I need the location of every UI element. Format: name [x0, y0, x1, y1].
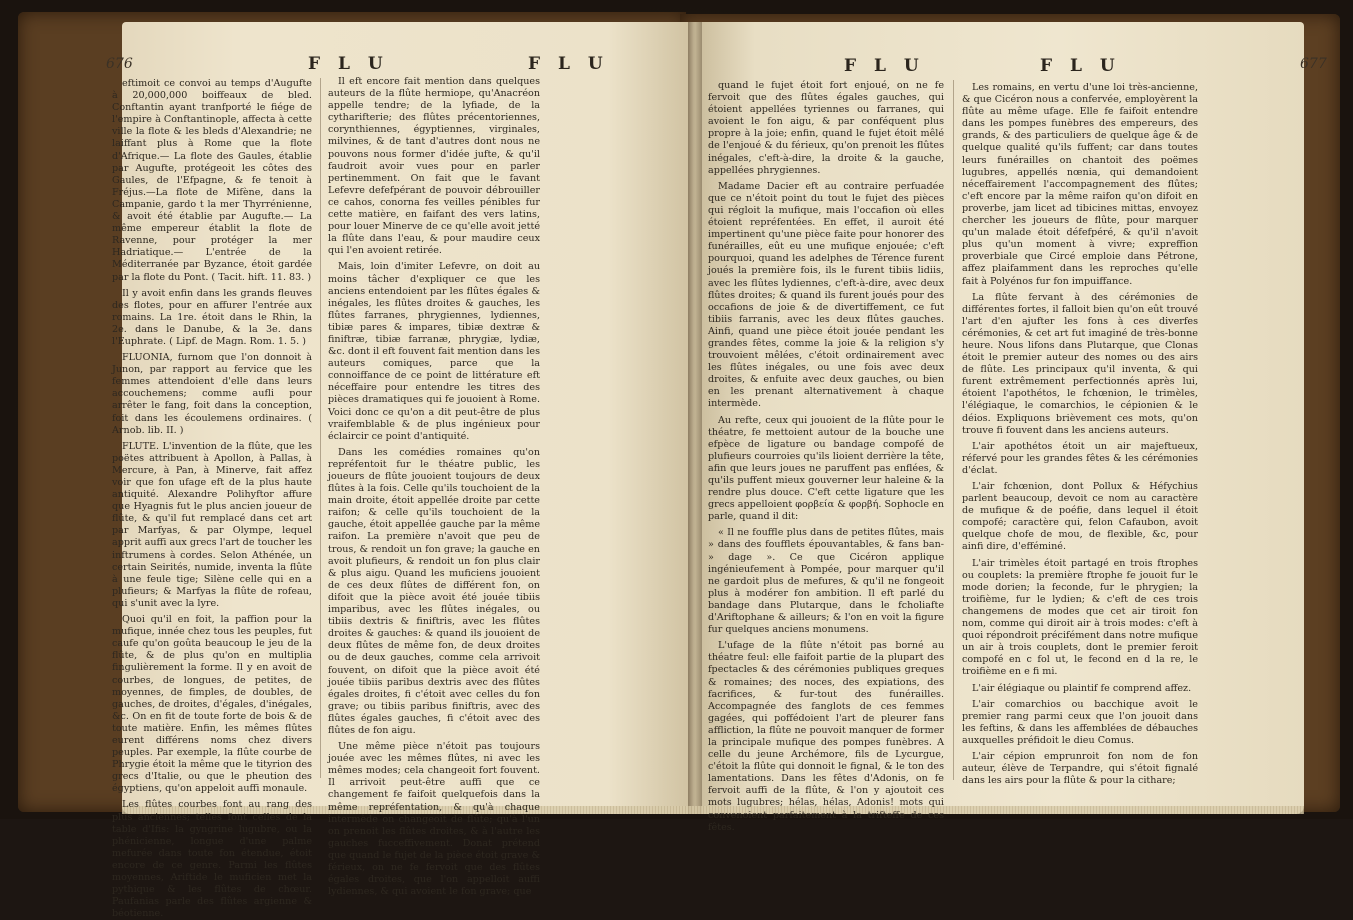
- paragraph: Quoi qu'il en foit, la paffion pour la mufique, innée chez tous les peuples, fut caufe qu'on goûta beaucoup le jeu de la flûte, & de plus qu'on en multiplia fingulièrement la forme. Il y en avoit de courbes, de longues, de petites, de moyennes, de fimples, de doubles, de gauches, de droites, d'égales, d'inégales, &c. On en fit de toute forte de bois & de toute matière. Enfin, les mêmes flûtes eurent différens noms chez divers peuples. Par exemple, la flûte courbe de Phrygie étoit la même que le tityrion des grecs d'Italie, ou que le pheution des égyptiens, qu'on appeloit auffi monaule.: [112, 614, 312, 795]
- left-running-head-2: F L U: [528, 54, 609, 74]
- paragraph: L'ufage de la flûte n'étoit pas borné au théatre feul: elle faifoit partie de la plupart des fpectacles & des cérémonies publiques greques & romaines; des noces, des expiations, des facrifices, & fur-tout des funérailles. Accompagnée des fanglots de ces femmes gagées, qui poffédoient l'art de pleurer fans affliction, la flûte ne pouvoit manquer de former la principale mufique des pompes funèbres. A celle du jeune Archémore, fils de Lycurgue, c'étoit la flûte qui donnoit le fignal, & le ton des lamentations. Dans les fêtes d'Adonis, on fe fervoit auffi de la flûte, & l'on y ajoutoit ces mots lugubres; hélas, hélas, Adonis! mots qui convenoient parfaitement à la trifteffe de ces fêtes.: [708, 640, 944, 833]
- paragraph: Une même pièce n'étoit pas toujours jouée avec les mêmes flûtes, ni avec les mêmes modes; cela changeoit fort fouvent. Il arrivoit peut-être auffi que ce changement fe faifoit quelquefois dans la même repréfentation, & qu'à chaque intermède on changeoit de flûte; qu'à l'un on prenoit les flûtes droites, & à l'autre les gauches fucceffivement. Donat prétend que quand le fujet de la pièce étoit grave & férieux, on ne fe fervoit que des flûtes égales droites, que l'on appelloit auffi lydiennes, & qui avoient le fon grave; que: [328, 741, 540, 898]
- left-page-number: 676: [106, 56, 133, 72]
- paragraph: Au refte, ceux qui jouoient de la flûte pour le théatre, fe mettoient autour de la bouche une efpèce de ligature ou bandage compofé de plufieurs courroies qu'ils lioient derrière la tête, afin que leurs joues ne paruffent pas enflées, & qu'ils puffent mieux gouverner leur haleine & la rendre plus douce. C'eft cette ligature que les grecs appelloient φορβεία & φορβή. Sophocle en parle, quand il dit:: [708, 414, 944, 523]
- book-gutter: [688, 22, 702, 814]
- paragraph: Dans les comédies romaines qu'on repréfentoit fur le théatre public, les joueurs de flûte jouoient toujours de deux flûtes à la fois. Celle qu'ils touchoient de la main droite, étoit appellée droite par cette raifon; & celle qu'ils touchoient de la gauche, étoit appellée gauche par la même raifon. La première n'avoit que peu de trous, & rendoit un fon grave; la gauche en avoit plufieurs, & rendoit un fon plus clair & plus aigu. Quand les muficiens jouoient de ces deux flûtes de différent fon, on difoit que la pièce avoit été jouée tibiis imparibus, avec les flûtes inégales, ou tibiis dextris & finiftris, avec les flûtes droites & gauches: & quand ils jouoient de deux flûtes de même fon, de deux droites ou de deux gauches, comme cela arrivoit fouvent, on difoit que la pièce avoit été jouée tibiis paribus dextris avec des flûtes égales droites, fi c'étoit avec celles du fon grave; ou tibiis paribus finiftris, avec des flûtes égales gauches, fi c'étoit avec des flûtes de fon aigu.: [328, 446, 540, 736]
- paragraph: Madame Dacier eft au contraire perfuadée que ce n'étoit point du tout le fujet des pièces qui régloit la mufique, mais l'occafion où elles étoient repréfentées. En effet, il auroit été impertinent qu'une pièce faite pour honorer des funérailles, eût eu une mufique enjouée; c'eft pourquoi, quand les adelphes de Térence furent joués la première fois, ils le furent tibiis lidiis, avec les flûtes lydiennes, c'eft-à-dire, avec deux flûtes droites; & quand ils furent joués pour des occafions de joie & de divertiffement, ce fut tibiis farranis, avec les deux flûtes gauches. Ainfi, quand une pièce étoit jouée pendant les grandes fêtes, comme la joie & la religion s'y trouvoient mêlées, c'étoit ordinairement avec les flûtes inégales, ou une fois avec deux droites, & enfuite avec deux gauches, ou bien en les prenant alternativement à chaque intermède.: [708, 180, 944, 410]
- paragraph: La flûte fervant à des cérémonies de différentes fortes, il falloit bien qu'on eût trouvé l'art d'en ajufter les fons à ces diverfes cérémonies, & cet art fut imaginé de très-bonne heure. Nous lifons dans Plutarque, que Clonas étoit le premier auteur des nomes ou des airs de flûte. Les principaux qu'il inventa, & qui furent extrêmement perfectionnés après lui, étoient l'apothétos, le fchœnion, le trimèles, l'élégiaque, le comarchios, le cépionien & le déios. Expliquons brièvement ces mots, qu'on trouve fi fouvent dans les anciens auteurs.: [962, 291, 1198, 436]
- paragraph: FLUTE. L'invention de la flûte, que les poëtes attribuent à Apollon, à Pallas, à Mercure, à Pan, à Minerve, fait affez voir que fon ufage eft de la plus haute antiquité. Alexandre Polihyftor affure que Hyagnis fut le plus ancien joueur de flûte, & qu'il fut remplacé dans cet art par Marfyas, & par Olympe, lequel apprit auffi aux grecs l'art de toucher les inftrumens à cordes. Selon Athénée, un certain Seirités, numide, inventa la flûte à une feule tige; Silène celle qui en a plufieurs; & Marfyas la flûte de rofeau, qui s'unit avec la lyre.: [112, 440, 312, 609]
- right-running-head-2: F L U: [1040, 56, 1121, 76]
- left-column-rule: [320, 78, 321, 778]
- left-page-column-1: [112, 78, 312, 920]
- paragraph: eftimoit ce convoi au temps d'Augufte à 20,000,000 boiffeaux de bled. Conftantin ayant tranfporté le fiége de l'empire à Conftantinople, affecta à cette ville la flote & les bleds d'Alexandrie; ne laiffant plus à Rome que la flote d'Afrique.— La flote des Gaules, établie par Augufte, protégeoit les côtes des Gaules, de l'Efpagne, & fe tenoit à Fréjus.—La flote de Mifène, dans la Campanie, gardo t la mer Thyrrénienne, & avoit été établie par Augufte.— La même empereur établit la flote de Ravenne, pour protéger la mer Hadriatique.— L'entrée de la Méditerranée par Byzance, étoit gardée par la flote du Pont. ( Tacit. hift. 11. 83. ): [112, 78, 312, 283]
- paragraph: L'air apothétos étoit un air majeftueux, réfervé pour les grandes fêtes & les cérémonies d'éclat.: [962, 440, 1198, 476]
- paragraph: L'air fchœnion, dont Pollux & Héfychius parlent beaucoup, devoit ce nom au caractère de mufique & de poéfie, dans lequel il étoit compofé; caractère qui, felon Cafaubon, avoit quelque chofe de mou, de flexible, &c, pour ainfi dire, d'efféminé.: [962, 481, 1198, 553]
- paragraph: Mais, loin d'imiter Lefevre, on doit au moins tâcher d'expliquer ce que les anciens entendoient par les flûtes égales & inégales, les flûtes droites & gauches, les flûtes farranes, phrygiennes, lydiennes, tibiæ pares & impares, tibiæ dextræ & finiftræ, tibiæ farranæ, phrygiæ, lydiæ, &c. dont il eft fouvent fait mention dans les auteurs comiques, parce que la connoiffance de ce point de littérature eft néceffaire pour entendre les titres des pièces dramatiques qui fe jouoient à Rome. Voici donc ce qu'on a dit peut-être de plus vraifemblable & de plus ingénieux pour éclaircir ce point d'antiquité.: [328, 261, 540, 442]
- right-page-column-1: [708, 80, 944, 833]
- paragraph: Les flûtes courbes font au rang des plus anciennes; telles font celles de la table d'Ifis: la gyngrine lugubre, ou la phénicienne, longue d'une palme mefurée dans toute fon étendue, étoit encore de ce genre. Parmi les flûtes moyennes, Ariftide le muficien met la pythique & les flûtes de chœur. Paufanias parle des flûtes argienne & béotienne.: [112, 799, 312, 920]
- left-page-column-2: [328, 76, 540, 898]
- paragraph: L'air comarchios ou bacchique avoit le premier rang parmi ceux que l'on jouoit dans les feftins, & dans les affemblées de débauches auxquelles préfidoit le dieu Comus.: [962, 698, 1198, 746]
- paragraph: L'air élégiaque ou plaintif fe comprend affez.: [972, 682, 1192, 694]
- paragraph: L'air cépion emprunroit fon nom de fon auteur, élève de Terpandre, qui s'étoit fignalé dans les airs pour la flûte & pour la cithare;: [962, 750, 1198, 787]
- right-page-number: 677: [1300, 56, 1327, 72]
- right-page-column-2: [962, 82, 1198, 787]
- left-running-head-1: F L U: [308, 54, 389, 74]
- paragraph: Il eft encore fait mention dans quelques auteurs de la flûte hermiope, qu'Anacréon appelle tendre; de la lyfiade, de la cytharifterie; des flûtes précentoriennes, corynthiennes, égyptiennes, virginales, milvines, & de tant d'autres dont nous ne pouvons nous former d'idée jufte, & qu'il faudroit avoir vues pour en parler pertinemment. On fait que le favant Lefevre defefpérant de pouvoir débrouiller ce cahos, conorna fes veilles pénibles fur cette matière, en faifant des vers latins, pour louer Minerve de ce qu'elle avoit jetté la flûte dans l'eau, & pour maudire ceux qui l'en avoient retirée.: [328, 76, 540, 257]
- paragraph: Les romains, en vertu d'une loi très-ancienne, & que Cicéron nous a confervée, employèrent la flûte au même ufage. Elle fe faifoit entendre dans les pompes funèbres des empereurs, des grands, & des particuliers de quelque âge & de quelque qualité qu'ils fuffent; car dans toutes leurs funérailles on chantoit des poëmes lugubres, appellés nœnia, qui demandoient néceffairement l'accompagnement des flûtes; c'eft encore par la même raifon qu'on difoit en proverbe, jam licet ad tibicines mittas, envoyez chercher les joueurs de flûte, pour marquer qu'un malade étoit défefpéré, & qu'il n'avoit plus qu'un moment à vivre; expreffion proverbiale que Circé emploie dans Pétrone, affez plaifamment dans les reproches qu'elle fait à Polyénos fur fon impuiffance.: [962, 82, 1198, 287]
- right-running-head-1: F L U: [844, 56, 925, 76]
- paragraph: « Il ne fouffle plus dans de petites flûtes, mais » dans des foufflets épouvantables, & fans ban- » dage ». Ce que Cicéron applique ingénieufement à Pompée, pour marquer qu'il ne gardoit plus de mefures, & qu'il ne fongeoit plus à modérer fon ambition. Il eft parlé du bandage dans Plutarque, dans le fcholiafte d'Ariftophane & ailleurs; & l'on en voit la figure fur quelques anciens monumens.: [708, 527, 944, 636]
- paragraph: L'air trimèles étoit partagé en trois ftrophes ou couplets: la première ftrophe fe jouoit fur le mode dorien; la feconde, fur le phrygien; la troifième, fur le lydien; & c'eft de ces trois changemens de modes que cet air tiroit fon nom, comme qui diroit air à trois modes: c'eft à quoi répondroit précifément dans notre mufique un air à trois couplets, dont le premier feroit compofé en c fol ut, le fecond en d la re, le troifième en e fi mi.: [962, 557, 1198, 678]
- right-column-rule: [953, 80, 954, 780]
- paragraph: FLUONIA, furnom que l'on donnoit à Junon, par rapport au fervice que les femmes attendoient d'elle dans leurs accouchemens; comme aufli pour arrêter le fang, foit dans la conception, foit dans les écoulemens ordinaires. ( Arnob. lib. II. ): [112, 352, 312, 436]
- paragraph: Il y avoit enfin dans les grands fleuves des flotes, pour en affurer l'entrée aux romains. La 1re. étoit dans le Rhin, la 2e. dans le Danube, & la 3e. dans l'Euphrate. ( Lipf. de Magn. Rom. 1. 5. ): [112, 287, 312, 347]
- paragraph: quand le fujet étoit fort enjoué, on ne fe fervoit que des flûtes égales gauches, qui étoient appellées tyriennes ou farranes, qui avoient le fon aigu, & par conféquent plus propre à la joie; enfin, quand le fujet étoit mêlé de l'enjoué & du férieux, qu'on prenoit les flûtes inégales, c'eft-à-dire, la droite & la gauche, appellées phrygiennes.: [708, 80, 944, 176]
